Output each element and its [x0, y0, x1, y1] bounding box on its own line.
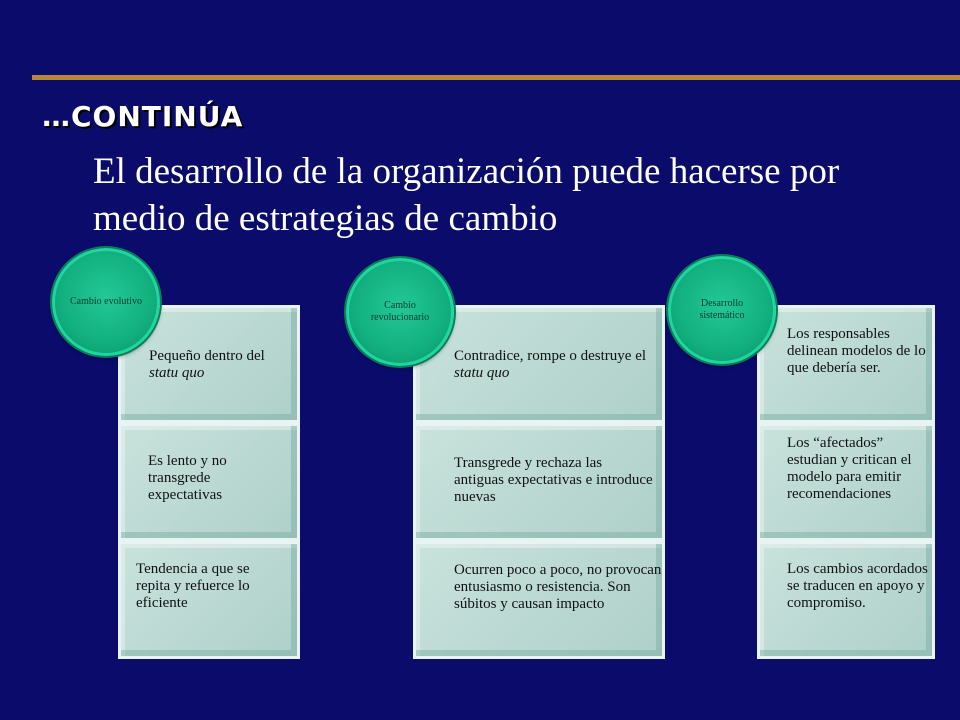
revolucionario-box-2-text: Transgrede y rechaza las antiguas expectativas e introduce nuevas: [454, 455, 653, 505]
evolutivo-circle: [52, 248, 160, 356]
evolutivo-box-1-lead: Pequeño dentro del statu quo: [149, 348, 265, 381]
sistematico-circle-label: Desarrollo sistemático: [699, 298, 745, 321]
sistematico-box-3: [757, 541, 935, 659]
revolucionario-box-3-text: Ocurren poco a poco, no provocan entusiasmo o resistencia. Son súbitos y causan impacto: [454, 562, 662, 612]
evolutivo-box-3-text: Tendencia a que se repita y refuerce lo eficiente: [136, 561, 250, 611]
sistematico-box-1: [757, 305, 935, 423]
revolucionario-box-1-lead: Contradice, rompe o destruye el statu quo: [454, 348, 647, 381]
sistematico-box-3-text: Los cambios acordados se traducen en apoyo y compromiso.: [787, 561, 928, 611]
evolutivo-box-2-text: Es lento y no transgrede expectativas: [148, 453, 227, 503]
statu-quo-emphasis: statu quo: [149, 365, 205, 381]
evolutivo-box-3: [118, 541, 300, 659]
revolucionario-box-2: [413, 423, 665, 541]
revolucionario-circle-label: Cambio revolucionario: [370, 300, 430, 323]
sistematico-box-2-text: Los “afectados” estudian y critican el modelo para emitir recomendaciones: [787, 435, 912, 502]
revolucionario-circle: [346, 258, 454, 366]
sistematico-circle: [668, 256, 776, 364]
header-rule: [32, 75, 960, 80]
slide-title: El desarrollo de la organización puede hacerse por medio de estrategias de cambio: [93, 151, 840, 239]
sistematico-box-1-text: Los responsables delinean modelos de lo que debería ser.: [787, 326, 926, 376]
evolutivo-circle-label: Cambio evolutivo: [70, 296, 142, 307]
evolutivo-box-2: [118, 423, 300, 541]
revolucionario-box-1-text: [454, 348, 654, 382]
slide-subtitle: …CONTINÚA: [42, 100, 244, 133]
statu-quo-emphasis: statu quo: [454, 365, 510, 381]
sistematico-box-2: [757, 423, 935, 541]
revolucionario-box-3: [413, 541, 665, 659]
evolutivo-box-1-text: [149, 348, 289, 382]
